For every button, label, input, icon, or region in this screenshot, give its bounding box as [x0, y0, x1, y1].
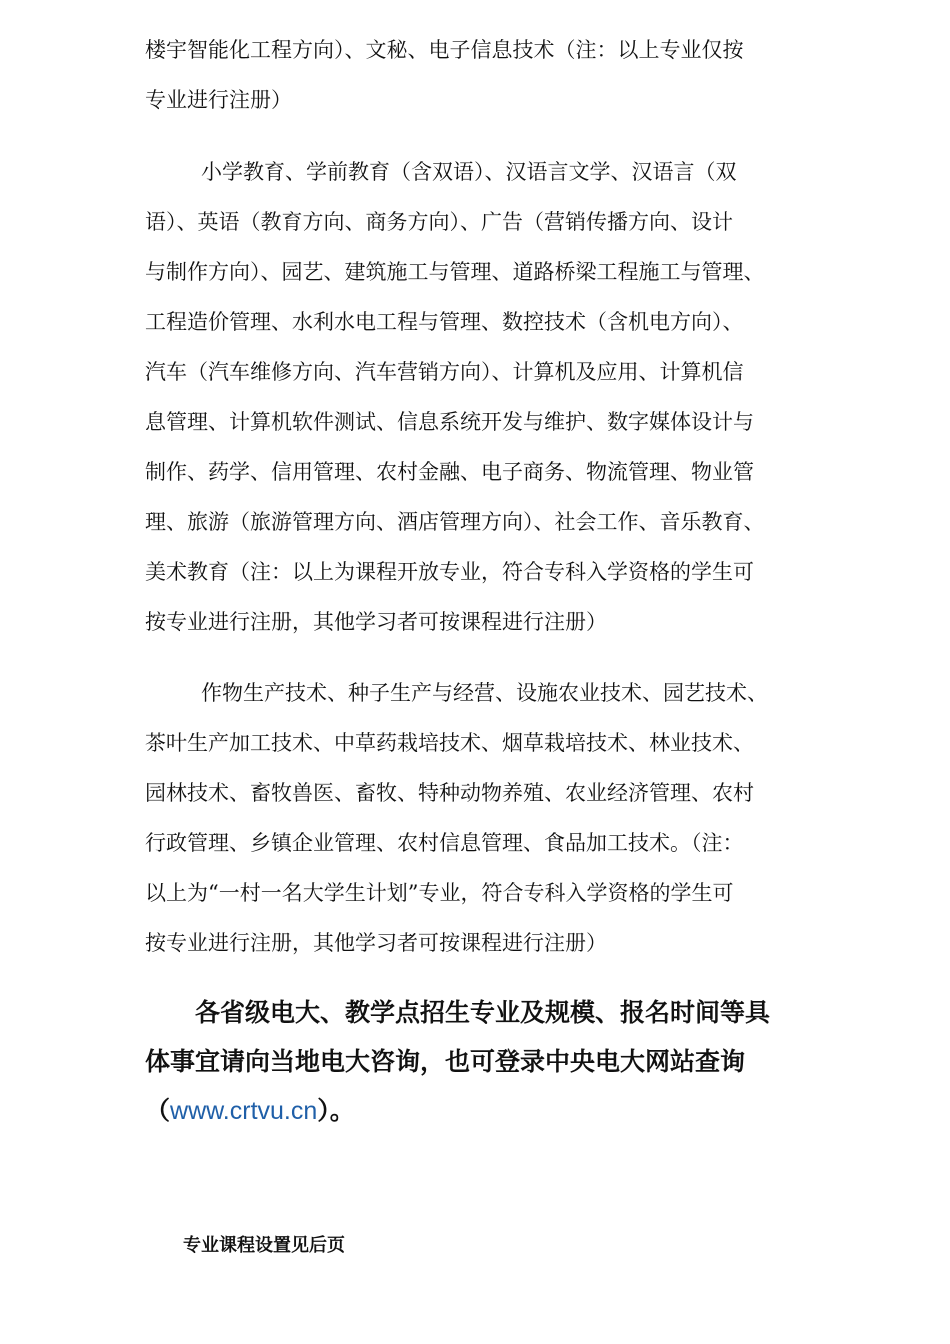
text-line: 专业进行注册） [145, 88, 292, 112]
text-line: 按专业进行注册，其他学习者可按课程进行注册） [145, 931, 607, 955]
text-line: 美术教育（注：以上为课程开放专业，符合专科入学资格的学生可 [145, 560, 754, 584]
text-line: 各省级电大、教学点招生专业及规模、报名时间等具 [195, 998, 771, 1027]
footer-note: 专业课程设置见后页 [183, 1235, 345, 1256]
website-link[interactable]: www.crtvu.cn [170, 1097, 318, 1125]
text-line: 语）、英语（教育方向、商务方向）、广告（营销传播方向、设计 [145, 210, 733, 234]
text-line: 园林技术、畜牧兽医、畜牧、特种动物养殖、农业经济管理、农村 [145, 781, 754, 805]
text-line: 息管理、计算机软件测试、信息系统开发与维护、数字媒体设计与 [145, 410, 754, 434]
text-line: 与制作方向）、园艺、建筑施工与管理、道路桥梁工程施工与管理、 [145, 260, 765, 284]
text-line: 汽车（汽车维修方向、汽车营销方向）、计算机及应用、计算机信 [145, 360, 744, 384]
paren-close: ）。 [317, 1096, 355, 1125]
text-line: 茶叶生产加工技术、中草药栽培技术、烟草栽培技术、林业技术、 [145, 731, 754, 755]
text-line: 按专业进行注册，其他学习者可按课程进行注册） [145, 610, 607, 634]
url-line [145, 1095, 355, 1127]
text-line: 楼宇智能化工程方向）、文秘、电子信息技术（注：以上专业仅按 [145, 38, 744, 62]
text-line: 制作、药学、信用管理、农村金融、电子商务、物流管理、物业管 [145, 460, 754, 484]
text-line: 工程造价管理、水利水电工程与管理、数控技术（含机电方向）、 [145, 310, 744, 334]
text-line: 体事宜请向当地电大咨询，也可登录中央电大网站查询 [145, 1047, 746, 1076]
paren-open: （ [145, 1096, 171, 1125]
text-line: 行政管理、乡镇企业管理、农村信息管理、食品加工技术。（注： [145, 831, 744, 855]
text-line: 作物生产技术、种子生产与经营、设施农业技术、园艺技术、 [201, 681, 768, 705]
text-line: 以上为“一村一名大学生计划”专业，符合专科入学资格的学生可 [145, 881, 734, 905]
text-line: 小学教育、学前教育（含双语）、汉语言文学、汉语言（双 [201, 160, 737, 184]
text-line: 理、旅游（旅游管理方向、酒店管理方向）、社会工作、音乐教育、 [145, 510, 765, 534]
